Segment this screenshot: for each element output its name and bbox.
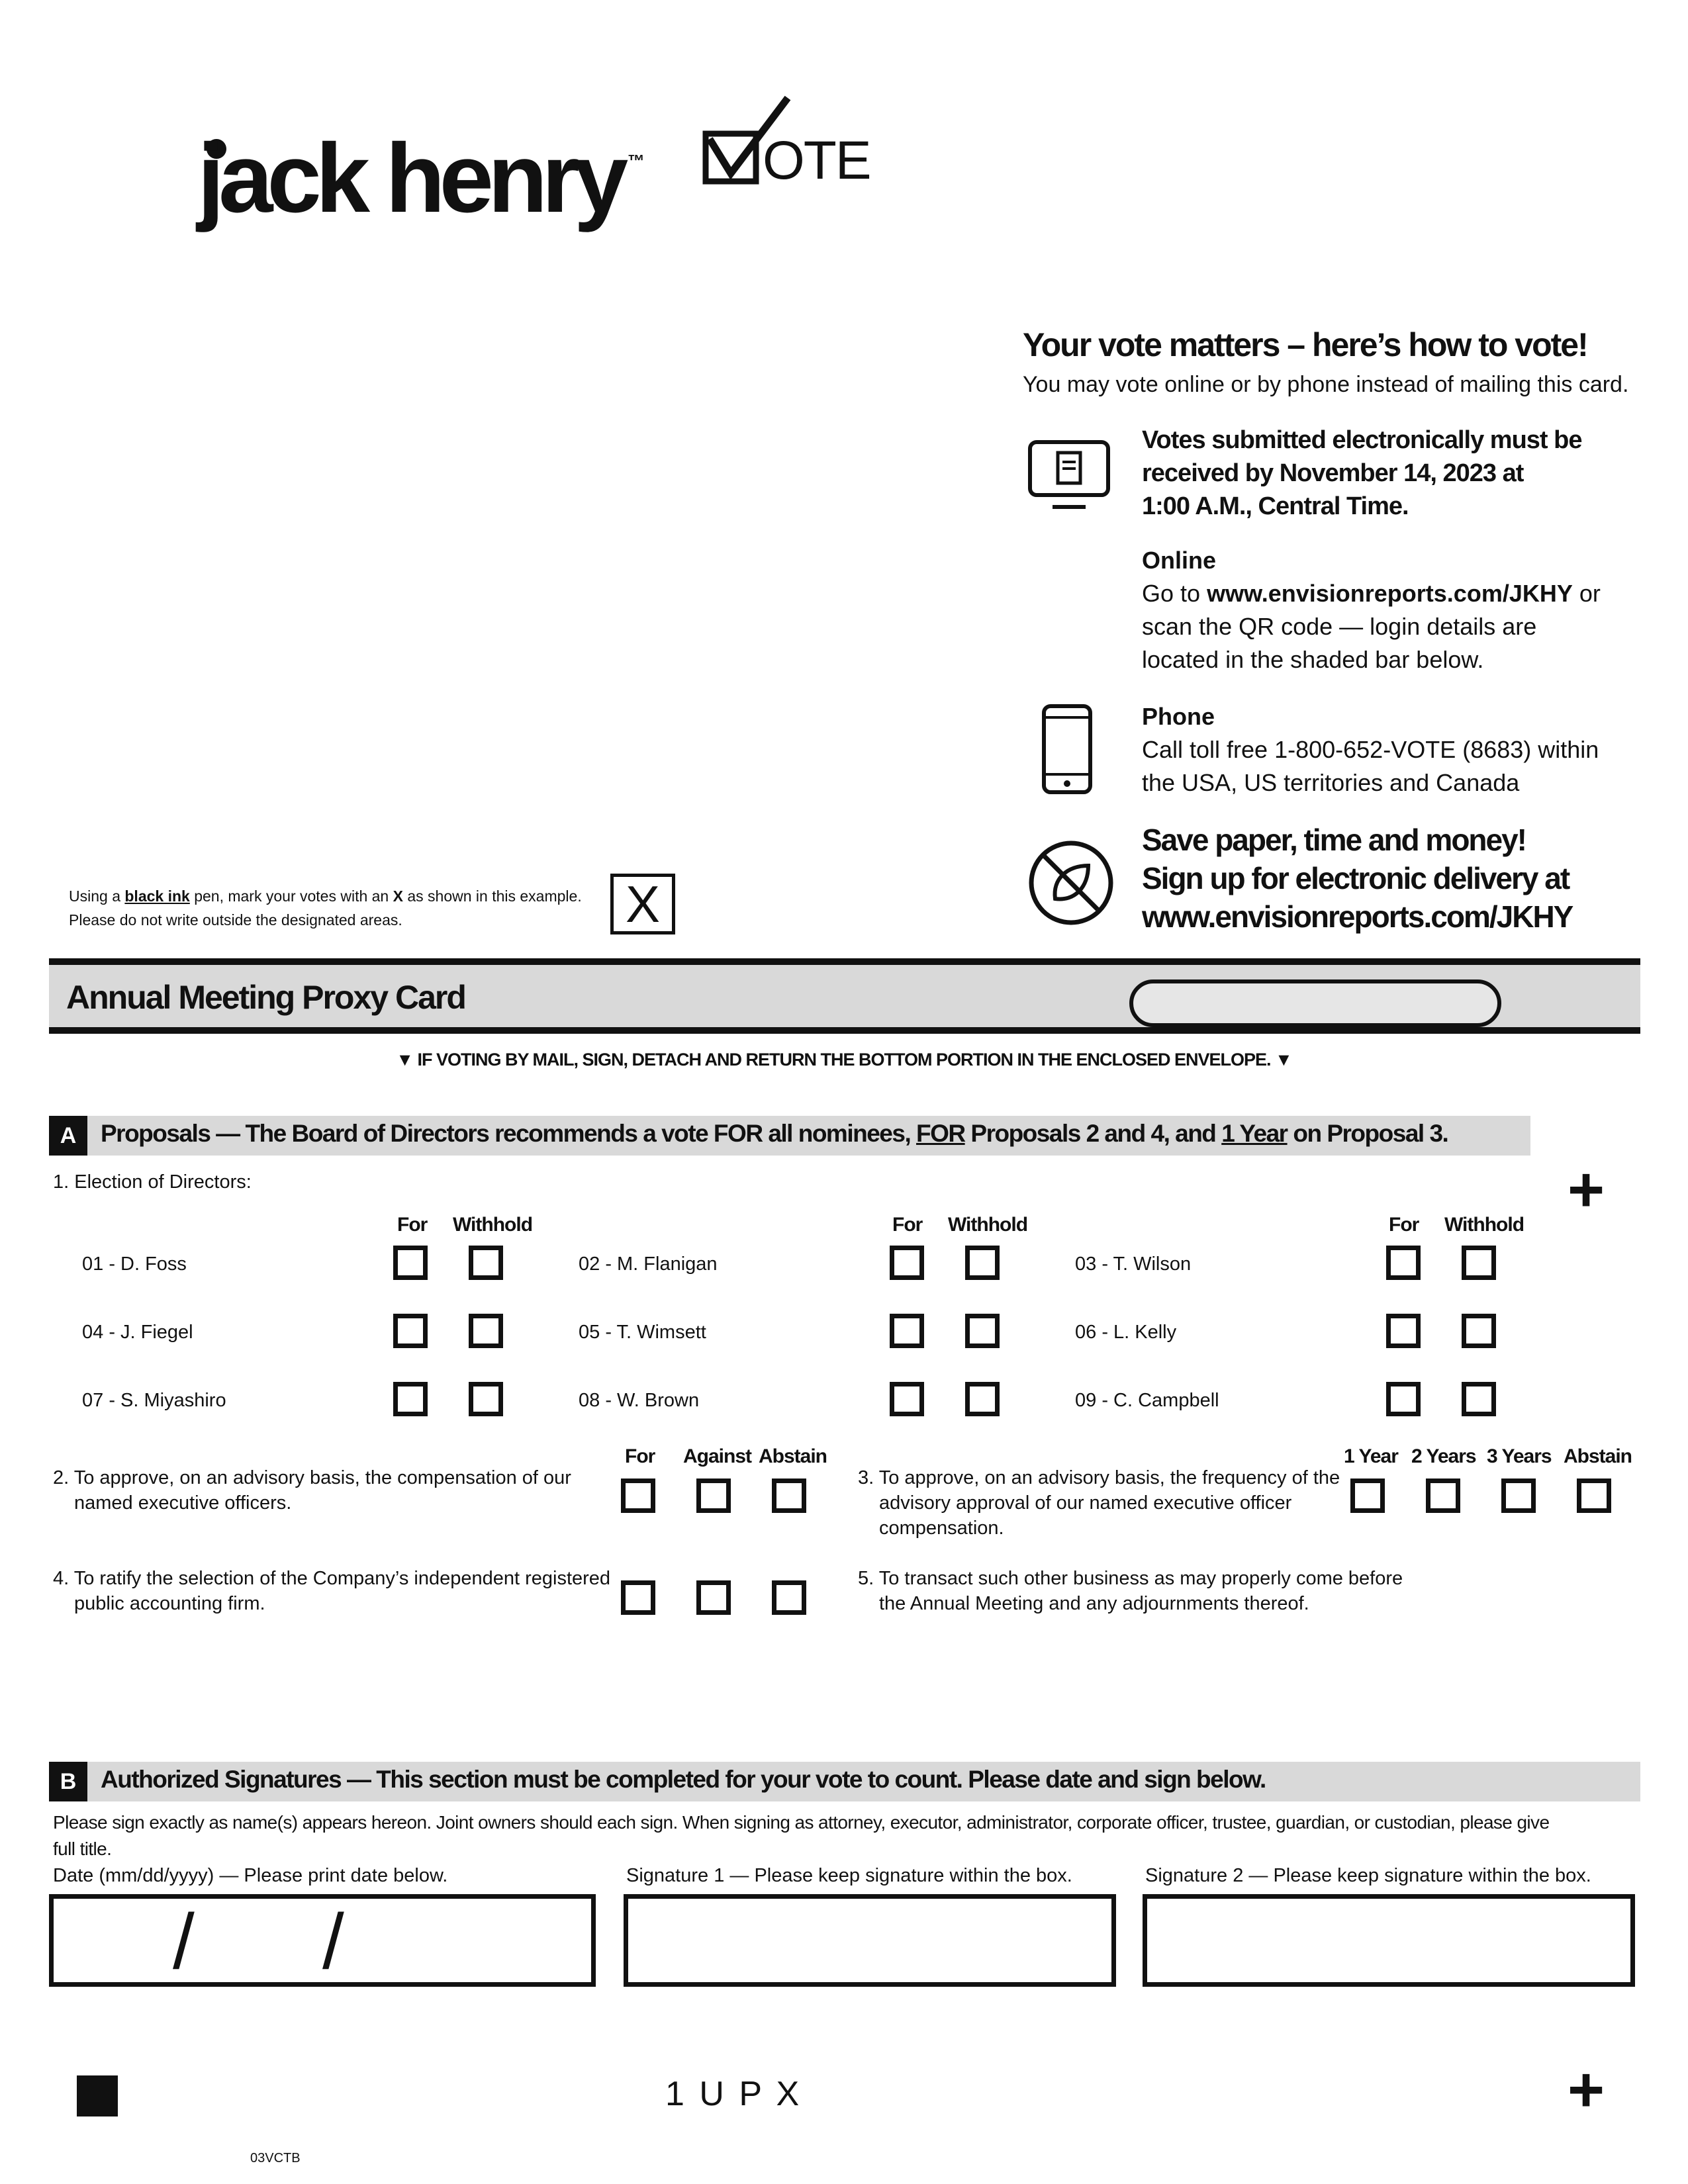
vote-headline: Your vote matters – here’s how to vote!	[1023, 326, 1587, 363]
computer-icon	[1026, 438, 1112, 511]
checkbox-p2-abstain[interactable]	[772, 1479, 806, 1513]
instructions-line-2: Please do not write outside the designated areas.	[69, 911, 402, 929]
p3-col-abstain: Abstain	[1564, 1445, 1632, 1467]
detach-notice: ▼ IF VOTING BY MAIL, SIGN, DETACH AND RETURN THE BOTTOM PORTION IN THE ENCLOSED ENVELOPE. ▼	[396, 1050, 1292, 1069]
col-withhold-1: Withhold	[453, 1214, 533, 1236]
registration-plus-top: +	[1568, 1154, 1605, 1225]
paperless-line-2: Sign up for electronic delivery at	[1142, 861, 1570, 895]
checkbox-p3-abstain[interactable]	[1577, 1479, 1611, 1513]
checkbox-withhold-06[interactable]	[1462, 1314, 1496, 1348]
checkbox-p3-1-year[interactable]	[1350, 1479, 1385, 1513]
online-line-2: scan the QR code — login details are	[1142, 613, 1537, 640]
signature-2-box[interactable]	[1143, 1894, 1635, 1987]
nominee-02: 02 - M. Flanigan	[579, 1253, 718, 1275]
paperless-text	[1142, 821, 1572, 936]
small-form-code: 03VCTB	[250, 2151, 301, 2165]
checkbox-p3-2-years[interactable]	[1426, 1479, 1460, 1513]
leaf-no-paper-icon	[1027, 839, 1115, 927]
checkbox-p3-3-years[interactable]	[1501, 1479, 1536, 1513]
checkbox-for-04[interactable]	[393, 1314, 428, 1348]
nominee-01: 01 - D. Foss	[82, 1253, 187, 1275]
checkbox-withhold-08[interactable]	[965, 1382, 1000, 1416]
section-b-title: Authorized Signatures — This section must be completed for your vote to count. Please date and sign below.	[101, 1766, 1266, 1793]
phone-section	[1142, 700, 1599, 799]
online-title: Online	[1142, 547, 1217, 574]
section-a-title: Proposals — The Board of Directors recommends a vote FOR all nominees, FOR Proposals 2 and 4, and 1 Year on Proposal 3.	[101, 1120, 1448, 1147]
signature-instructions: Please sign exactly as name(s) appears hereon. Joint owners should each sign. When signing as attorney, executor, administrator, corporate officer, trustee, guardian, or custodian, please give full title.	[53, 1812, 1550, 1859]
paperless-url-link[interactable]: www.envisionreports.com/JKHY	[1142, 899, 1573, 934]
deadline-line-1: Votes submitted electronically must be	[1142, 426, 1582, 454]
checkbox-withhold-01[interactable]	[469, 1246, 503, 1280]
brand-name: jack henry	[197, 124, 623, 233]
checkbox-p2-for[interactable]	[621, 1479, 655, 1513]
phone-icon	[1041, 703, 1094, 796]
checkbox-p4-for[interactable]	[621, 1580, 655, 1615]
checkbox-for-07[interactable]	[393, 1382, 428, 1416]
date-slash-2: /	[322, 1898, 344, 1985]
checkbox-for-03[interactable]	[1386, 1246, 1421, 1280]
marking-instructions	[69, 884, 582, 932]
footer-code: 1 U P X	[665, 2075, 802, 2113]
control-number-field	[1129, 979, 1501, 1027]
nominee-07: 07 - S. Miyashiro	[82, 1390, 226, 1411]
registration-square	[77, 2075, 118, 2116]
phone-line-1: Call toll free 1-800-652-VOTE (8683) within	[1142, 736, 1599, 763]
example-x-mark: X	[625, 875, 661, 933]
nominee-05: 05 - T. Wimsett	[579, 1322, 706, 1343]
p2-col-for: For	[625, 1445, 655, 1467]
paperless-line-1: Save paper, time and money!	[1142, 823, 1526, 857]
p2-col-against: Against	[683, 1445, 752, 1467]
nominee-04: 04 - J. Fiegel	[82, 1322, 193, 1343]
checkbox-withhold-09[interactable]	[1462, 1382, 1496, 1416]
checkbox-withhold-04[interactable]	[469, 1314, 503, 1348]
deadline-line-3: 1:00 A.M., Central Time.	[1142, 492, 1409, 520]
nominee-08: 08 - W. Brown	[579, 1390, 700, 1411]
phone-title: Phone	[1142, 703, 1215, 730]
signature-1-label: Signature 1 — Please keep signature within the box.	[626, 1865, 1072, 1886]
date-label: Date (mm/dd/yyyy) — Please print date below.	[53, 1865, 448, 1886]
instructions-line-1: Using a black ink pen, mark your votes with an X as shown in this example.	[69, 887, 582, 905]
proxy-card-title: Annual Meeting Proxy Card	[66, 979, 465, 1016]
checkbox-for-05[interactable]	[890, 1314, 924, 1348]
deadline-text	[1142, 424, 1581, 523]
example-mark-box	[610, 874, 675, 934]
vote-subline: You may vote online or by phone instead of mailing this card.	[1023, 372, 1629, 397]
signature-2-label: Signature 2 — Please keep signature within the box.	[1145, 1865, 1591, 1886]
p2-col-abstain: Abstain	[759, 1445, 827, 1467]
proposal-5-text: 5. To transact such other business as may properly come before the Annual Meeting and any adjournments thereof.	[858, 1568, 1403, 1614]
date-slash-1: /	[173, 1898, 195, 1985]
p3-col-2-years: 2 Years	[1411, 1445, 1476, 1467]
checkbox-for-02[interactable]	[890, 1246, 924, 1280]
checkbox-for-08[interactable]	[890, 1382, 924, 1416]
phone-line-2: the USA, US territories and Canada	[1142, 769, 1520, 796]
checkbox-for-06[interactable]	[1386, 1314, 1421, 1348]
section-a-label: A	[49, 1116, 87, 1156]
proposal-4-text: 4. To ratify the selection of the Company’s independent registered public accounting firm.	[53, 1568, 611, 1614]
election-heading: 1. Election of Directors:	[53, 1171, 252, 1193]
checkbox-p4-abstain[interactable]	[772, 1580, 806, 1615]
col-for-1: For	[397, 1214, 428, 1236]
vote-logo	[702, 93, 870, 192]
online-section	[1142, 544, 1601, 676]
checkbox-withhold-02[interactable]	[965, 1246, 1000, 1280]
checkbox-p2-against[interactable]	[696, 1479, 731, 1513]
checkbox-p4-against[interactable]	[696, 1580, 731, 1615]
online-line-3: located in the shaded bar below.	[1142, 646, 1484, 673]
nominee-06: 06 - L. Kelly	[1075, 1322, 1177, 1343]
registration-plus-bottom: +	[1568, 2054, 1605, 2125]
deadline-line-2: received by November 14, 2023 at	[1142, 459, 1524, 487]
online-line-1: Go to www.envisionreports.com/JKHY or	[1142, 580, 1601, 607]
proposal-3-text: 3. To approve, on an advisory basis, the frequency of the advisory approval of our named executive officer compensation.	[858, 1467, 1340, 1539]
checkbox-withhold-03[interactable]	[1462, 1246, 1496, 1280]
checkbox-for-09[interactable]	[1386, 1382, 1421, 1416]
checkbox-for-01[interactable]	[393, 1246, 428, 1280]
vote-logo-text: OTE	[763, 130, 870, 191]
proxy-bar	[49, 958, 1640, 1034]
nominee-03: 03 - T. Wilson	[1075, 1253, 1192, 1275]
p3-col-1-year: 1 Year	[1344, 1445, 1398, 1467]
online-url-link[interactable]: www.envisionreports.com/JKHY	[1207, 580, 1573, 607]
checkbox-withhold-05[interactable]	[965, 1314, 1000, 1348]
trademark: ™	[628, 151, 645, 171]
col-for-3: For	[1389, 1214, 1419, 1236]
nominee-09: 09 - C. Campbell	[1075, 1390, 1219, 1411]
col-withhold-2: Withhold	[948, 1214, 1028, 1236]
proposal-2-text: 2. To approve, on an advisory basis, the compensation of our named executive officers.	[53, 1467, 571, 1514]
signature-1-box[interactable]	[624, 1894, 1116, 1987]
p3-col-3-years: 3 Years	[1487, 1445, 1552, 1467]
section-b-label: B	[49, 1762, 87, 1801]
checkbox-withhold-07[interactable]	[469, 1382, 503, 1416]
col-for-2: For	[892, 1214, 923, 1236]
date-input-box[interactable]	[49, 1894, 596, 1987]
col-withhold-3: Withhold	[1444, 1214, 1524, 1236]
